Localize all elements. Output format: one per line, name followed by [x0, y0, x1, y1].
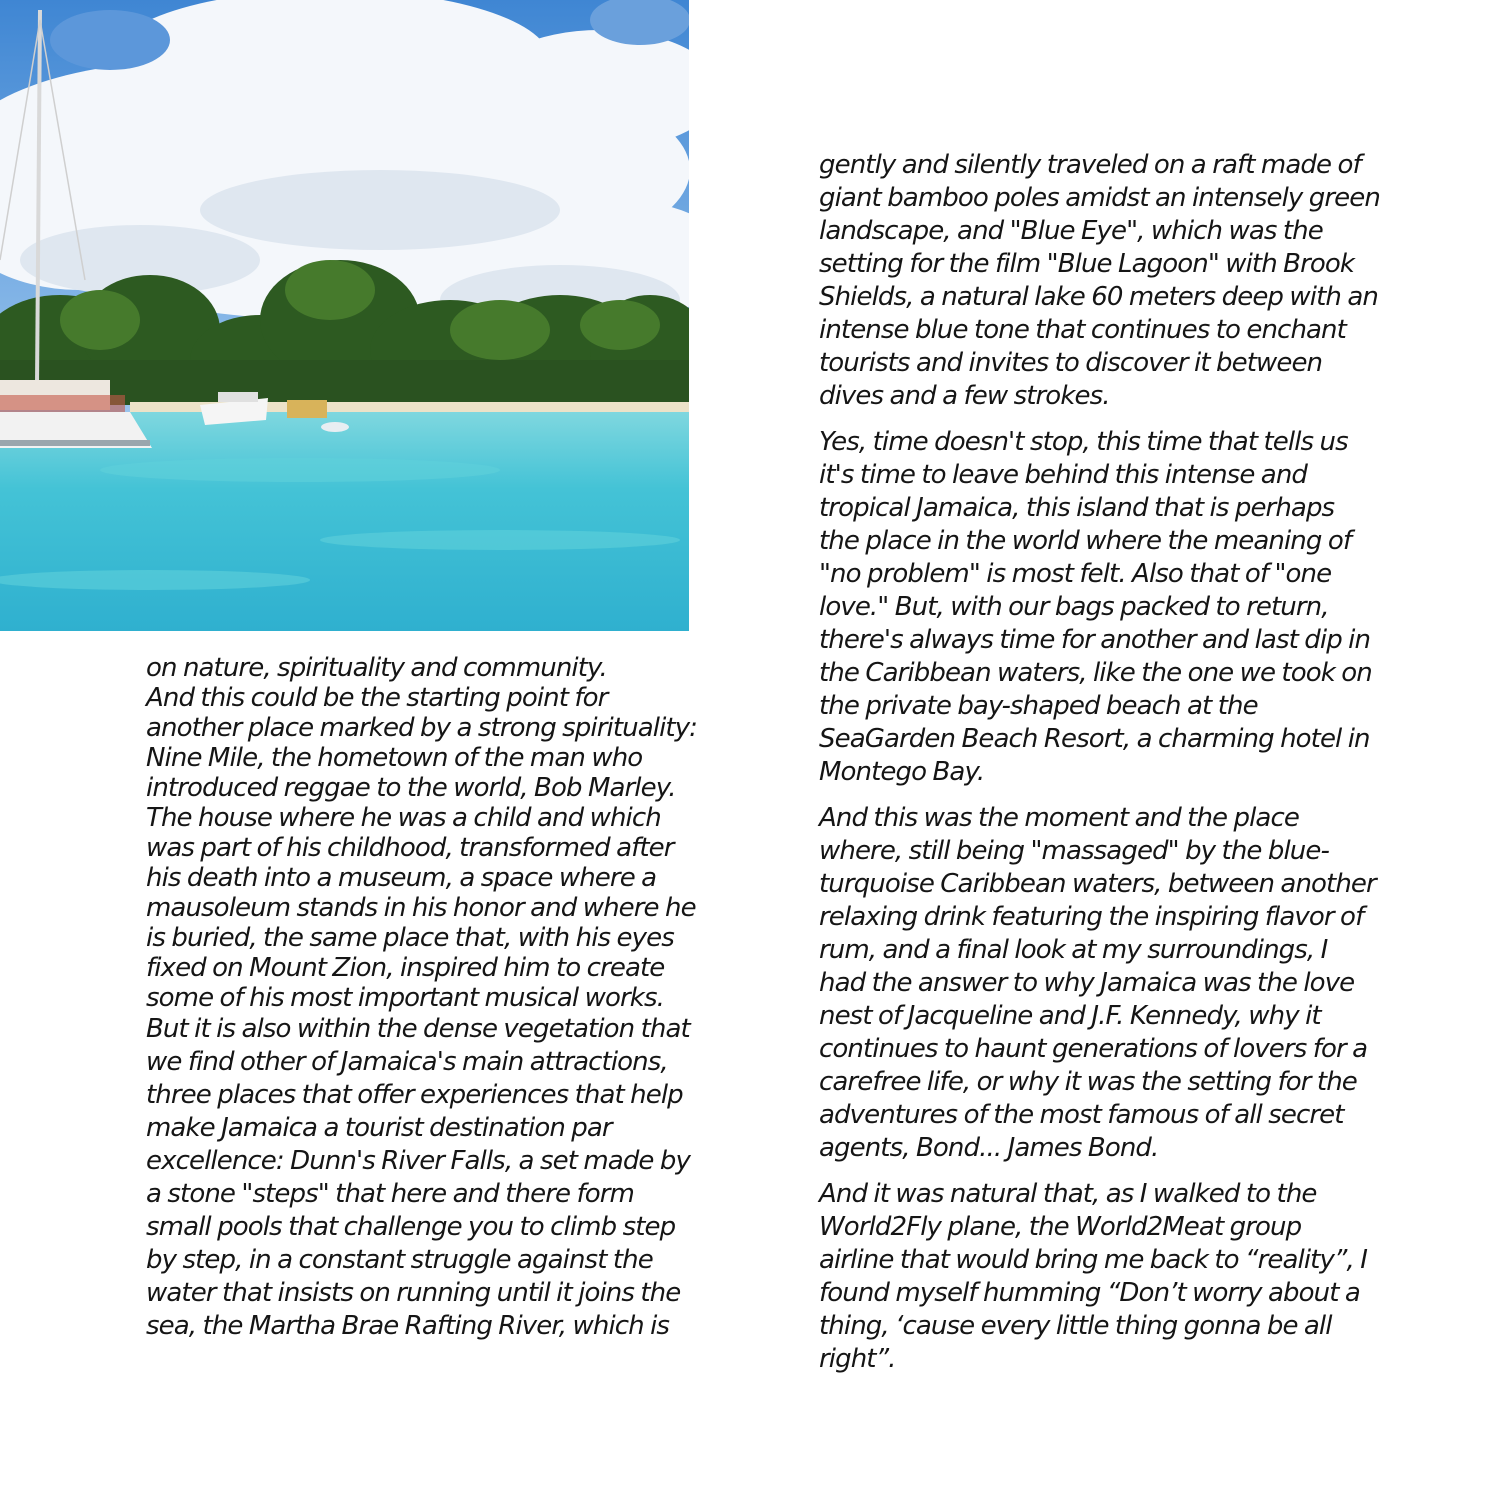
caribbean-bay-photo	[0, 0, 689, 631]
paragraph: And this was the moment and the place where, still being "massaged" by the blue- turquoise Caribbean waters, between another relaxing drink featuring the inspiring flavor of rum, and a final look at my surroundings, I had the answer to why Jamaica was the love nest of Jacqueline and J.F. Kennedy, why it continues to haunt generations of lovers for a carefree life, or why it was the setting for the adventures of the most famous of all secret agents, Bond... James Bond.	[819, 803, 1376, 1163]
paragraph: And it was natural that, as I walked to the World2Fly plane, the World2Meat group airline that would bring me back to “reality”, I found myself humming “Don’t worry about a thing, ‘cause every little thing gonna be all right”.	[819, 1179, 1367, 1374]
right-text-column	[819, 149, 1399, 1389]
paragraph: Yes, time doesn't stop, this time that tells us it's time to leave behind this intense and tropical Jamaica, this island that is perhaps the place in the world where the meaning of "no problem" is most felt. Also that of "one love." But, with our bags packed to return, there's always time for another and last dip in the Caribbean waters, like the one we took on the private bay-shaped beach at the SeaGarden Beach Resort, a charming hotel in Montego Bay.	[819, 427, 1372, 787]
paragraph: gently and silently traveled on a raft made of giant bamboo poles amidst an intensely green landscape, and "Blue Eye", which was the setting for the film "Blue Lagoon" with Brook Shields, a natural lake 60 meters deep with an intense blue tone that continues to enchant tourists and invites to discover it between dives and a few strokes.	[819, 150, 1380, 411]
left-text-column	[146, 653, 706, 1356]
paragraph: But it is also within the dense vegetation that we find other of Jamaica's main attractions, three places that offer experiences that help make Jamaica a tourist destination par excellence: Dunn's River Falls, a set made by a stone "steps" that here and there form small pools that challenge you to climb step by step, in a constant struggle against the water that insists on running until it joins the sea, the Martha Brae Rafting River, which is	[146, 1014, 690, 1341]
paragraph: on nature, spirituality and community. And this could be the starting point for another place marked by a strong spirituality: Nine Mile, the hometown of the man who introduced reggae to the world, Bob Marley. The house where he was a child and which was part of his childhood, transformed after his death into a museum, a space where a mausoleum stands in his honor and where he is buried, the same place that, with his eyes fixed on Mount Zion, inspired him to create some of his most important musical works.	[146, 653, 698, 1013]
